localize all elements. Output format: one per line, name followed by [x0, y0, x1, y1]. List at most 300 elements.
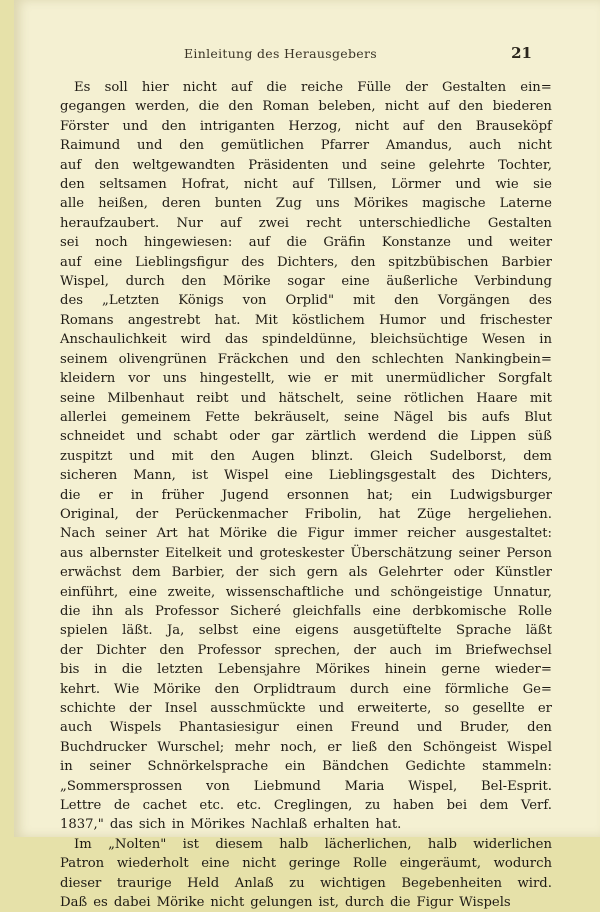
word: Professor	[197, 642, 262, 658]
word: hat.	[214, 312, 241, 328]
word: Gedichte	[405, 759, 466, 775]
word: und	[227, 545, 254, 561]
word: den	[458, 99, 484, 115]
word: seine	[380, 157, 416, 173]
word: mit	[171, 448, 194, 464]
word: dem	[523, 448, 552, 464]
word: ausgestaltet:	[465, 526, 552, 542]
word: Ge=	[522, 681, 552, 697]
word: Lippen	[470, 429, 517, 445]
word: früher	[161, 487, 204, 503]
text-line	[60, 233, 552, 252]
word: ausgetüftelte	[353, 623, 442, 639]
word: einen	[296, 720, 334, 736]
word: Held	[187, 875, 220, 891]
word: auch	[60, 720, 93, 736]
word: rötlichen	[403, 390, 465, 406]
word: Sorgfalt	[497, 371, 552, 387]
word: und	[455, 177, 481, 193]
word: in	[539, 332, 552, 348]
word: auf	[248, 235, 270, 251]
word: die	[60, 603, 81, 619]
word: gerne	[441, 662, 481, 678]
word: magische	[422, 196, 486, 212]
word: und	[354, 584, 380, 600]
word: wichtigen	[320, 875, 386, 891]
word: und	[240, 390, 267, 406]
word: das	[109, 817, 133, 833]
word: Wispel,	[60, 274, 109, 290]
word: sei	[60, 235, 79, 251]
word: derbkomische	[412, 603, 507, 619]
word: und	[467, 235, 493, 251]
word: heißen,	[98, 196, 148, 212]
text-line	[60, 602, 552, 621]
word: Königs	[178, 293, 224, 309]
word: schichte	[60, 701, 116, 716]
word: Mörike	[222, 274, 271, 290]
word: Anschaulichkeit	[60, 332, 167, 348]
text-line	[60, 699, 552, 718]
word: Nankingbein=	[454, 351, 552, 367]
word: auf	[428, 99, 450, 115]
word: den	[179, 138, 205, 154]
word: durch	[349, 681, 390, 697]
word: Überschätzung	[350, 545, 453, 561]
word: gegangen	[60, 99, 126, 115]
word: gelehrte	[428, 157, 485, 173]
word: auch	[469, 138, 502, 154]
word: so	[444, 701, 460, 716]
word: Blut	[524, 409, 552, 425]
word: in	[94, 662, 107, 678]
word: Nägel	[393, 409, 434, 425]
word: Humor	[379, 312, 426, 328]
word: de	[113, 798, 131, 814]
word: reibt	[196, 390, 229, 406]
word: vor	[128, 371, 150, 387]
text-line	[60, 874, 552, 893]
word: er	[537, 701, 552, 716]
word: Förster	[60, 118, 109, 134]
word: wie	[287, 371, 312, 387]
word: es	[93, 895, 108, 911]
word: nicht	[182, 80, 217, 95]
text-line	[60, 777, 552, 796]
word: Gelehrter	[378, 565, 443, 581]
word: und	[136, 429, 162, 445]
word: ist	[182, 836, 199, 852]
word: spindeldünne,	[262, 332, 357, 348]
word: und	[341, 157, 368, 173]
word: des	[60, 293, 84, 309]
word: etc.	[236, 798, 262, 814]
word: den	[94, 157, 120, 173]
word: Künstler	[494, 565, 552, 581]
word: ließ	[351, 739, 378, 755]
word: den	[437, 118, 463, 134]
book-page	[14, 0, 600, 911]
word: die	[198, 99, 220, 115]
word: Anlaß	[234, 875, 274, 891]
text-line	[60, 447, 552, 466]
word: hinein	[384, 662, 427, 678]
word: oder	[453, 565, 485, 581]
word: Mörike	[156, 895, 205, 911]
word: haben	[392, 798, 435, 814]
text-line	[60, 660, 552, 679]
word: Fräckchen	[217, 351, 289, 367]
word: weltgewandten	[132, 157, 235, 173]
word: äußerliche	[386, 274, 458, 290]
text-line	[60, 175, 552, 194]
word: den	[350, 254, 376, 270]
word: Figur	[307, 526, 345, 542]
word: Gräfin	[323, 235, 366, 251]
word: Rolle	[517, 603, 552, 619]
word: kehrt.	[60, 681, 101, 697]
word: schlechten	[371, 351, 444, 367]
word: den	[210, 448, 236, 464]
word: die	[121, 662, 143, 678]
word: Phantasiesigur	[178, 720, 279, 736]
word: Briefwechsel	[465, 642, 552, 658]
word: durch	[125, 274, 165, 290]
word: Amandus,	[385, 138, 453, 154]
text-line	[60, 117, 552, 136]
running-title: Einleitung des Herausgebers	[184, 46, 377, 61]
word: erweiterte,	[357, 701, 432, 716]
word: letzten	[157, 662, 204, 678]
word: Ludwigsburger	[449, 487, 552, 503]
text-line	[60, 330, 552, 349]
word: schabt	[173, 429, 218, 445]
word: auf	[230, 80, 253, 95]
word: Fette	[205, 409, 240, 425]
word: Rolle	[352, 856, 387, 872]
word: reicher	[407, 526, 456, 542]
word: aus	[60, 545, 84, 561]
word: Begebenheiten	[401, 875, 502, 891]
word: noch	[95, 235, 128, 251]
word: ein=	[520, 80, 552, 95]
word: den	[394, 293, 419, 309]
word: Konstanze	[381, 235, 451, 251]
word: auf	[60, 157, 82, 173]
word: Pfarrer	[320, 138, 370, 154]
text-line	[60, 350, 552, 369]
word: Eitelkeit	[165, 545, 222, 561]
word: Wispel,	[408, 778, 458, 794]
word: Nur	[176, 215, 203, 231]
word: Wurschel;	[157, 739, 225, 755]
word: Lebensjahre	[217, 662, 301, 678]
word: deren	[161, 196, 201, 212]
word: hergeliehen.	[467, 506, 552, 522]
word: des	[451, 468, 475, 484]
word: Milbenhaut	[107, 390, 185, 406]
word: wissenschaftliche	[225, 584, 344, 600]
word: blinzt.	[311, 448, 354, 464]
word: dabei	[113, 895, 151, 911]
word: zwei	[258, 215, 289, 231]
word: Jugend	[221, 487, 269, 503]
word: von	[206, 778, 230, 794]
word: wird.	[517, 875, 552, 891]
word: ihn	[91, 603, 114, 619]
word: Art	[156, 526, 178, 542]
word: aufs	[481, 409, 510, 425]
word: Mörike	[219, 526, 268, 542]
word: läßt.	[122, 623, 153, 639]
word: und	[318, 701, 345, 716]
word: bleichsüchtige	[370, 332, 468, 348]
word: selbst	[198, 623, 239, 639]
word: Sudelborst,	[429, 448, 507, 464]
word: spitzbübischen	[388, 254, 489, 270]
word: Raimund	[60, 138, 121, 154]
word: mit	[529, 390, 552, 406]
text-line	[60, 893, 552, 912]
word: eine	[201, 856, 230, 872]
word: Wispel	[507, 739, 552, 755]
word: nicht	[355, 118, 389, 134]
word: mehr	[234, 739, 270, 755]
word: wiederholt	[116, 856, 189, 872]
word: die	[266, 80, 287, 95]
word: Laterne	[499, 196, 552, 212]
word: Lieblingsfigur	[135, 254, 229, 270]
word: Sprache	[455, 623, 512, 639]
text-line	[60, 738, 552, 757]
text-line	[60, 796, 552, 815]
word: der	[353, 642, 377, 658]
word: Brauseköpf	[475, 118, 552, 134]
word: Patron	[60, 856, 105, 872]
word: Freund	[350, 720, 400, 736]
word: Insel	[164, 701, 198, 716]
text-line	[60, 272, 552, 291]
word: oder	[229, 429, 260, 445]
word: gesellte	[472, 701, 525, 716]
word: seinem	[60, 351, 108, 367]
word: Mörikes	[353, 196, 409, 212]
word: Wispel	[223, 468, 269, 484]
word: Mörikes	[315, 662, 370, 678]
word: der	[128, 701, 152, 716]
word: ein	[411, 487, 432, 503]
word: beleben,	[318, 99, 376, 115]
word: gemeinem	[121, 409, 191, 425]
word: spielen	[60, 623, 108, 639]
word: und	[137, 138, 163, 154]
word: frischester	[479, 312, 552, 328]
word: die	[286, 235, 307, 251]
word: schöngeistige	[390, 584, 483, 600]
word: hingestellt,	[199, 371, 275, 387]
word: eingeräumt,	[399, 856, 482, 872]
word: Nachlaß	[251, 817, 308, 833]
word: dem	[479, 798, 509, 814]
word: „Letzten	[102, 293, 160, 309]
word: den	[181, 274, 207, 290]
word: den	[336, 351, 361, 367]
word: sich	[269, 565, 296, 581]
word: Bändchen	[322, 759, 389, 775]
word: bis	[60, 662, 80, 678]
word: bis	[447, 409, 468, 425]
word: ein	[284, 759, 306, 775]
text-line	[60, 97, 552, 116]
word: in	[171, 817, 185, 833]
text-line	[60, 641, 552, 660]
word: er	[327, 739, 342, 755]
word: Gestalten	[442, 80, 507, 95]
word: Orplidtraum	[253, 681, 337, 697]
word: süß	[527, 429, 552, 445]
word: eine	[284, 468, 313, 484]
word: heraufzaubert.	[60, 215, 160, 231]
word: Herzog,	[288, 118, 342, 134]
text-line	[60, 524, 552, 543]
word: im	[435, 642, 452, 658]
word: der	[60, 642, 83, 658]
text-line	[60, 621, 552, 640]
word: Nach	[60, 526, 96, 542]
word: wieder=	[495, 662, 552, 678]
word: seltsamen	[99, 177, 167, 193]
word: der	[135, 506, 159, 522]
word: bunten	[214, 196, 262, 212]
word: Gestalten	[487, 215, 552, 231]
word: Wesen	[481, 332, 526, 348]
word: Lettre	[60, 798, 102, 814]
word: wird	[180, 332, 211, 348]
word: ersonnen	[286, 487, 349, 503]
word: Figur	[416, 895, 454, 911]
word: Wispels	[109, 720, 162, 736]
word: eine	[402, 681, 432, 697]
word: hier	[141, 80, 169, 95]
word: angestrebt	[127, 312, 201, 328]
word: lächerlichen,	[324, 836, 412, 852]
word: gern	[306, 565, 338, 581]
word: seine	[343, 409, 380, 425]
word: Zug	[275, 196, 302, 212]
word: Barbier	[501, 254, 552, 270]
word: in	[130, 487, 144, 503]
word: Mit	[254, 312, 278, 328]
word: nicht	[242, 856, 277, 872]
word: diesem	[215, 836, 263, 852]
word: Professor	[154, 603, 219, 619]
word: erwächst	[60, 565, 122, 581]
word: soll	[104, 80, 128, 95]
word: in	[60, 759, 73, 775]
text-line	[60, 757, 552, 776]
word: ausschmückte	[210, 701, 306, 716]
word: eine	[372, 603, 401, 619]
word: sogar	[287, 274, 325, 290]
text-line	[60, 583, 552, 602]
word: „Sommersprossen	[60, 778, 183, 794]
word: seiner	[89, 759, 131, 775]
text-line	[60, 466, 552, 485]
text-line	[60, 408, 552, 427]
word: hat;	[367, 487, 394, 503]
text-line	[60, 427, 552, 446]
text-line	[60, 311, 552, 330]
word: als	[348, 565, 368, 581]
word: durch	[344, 895, 385, 911]
word: Person	[506, 545, 552, 561]
text-line	[60, 680, 552, 699]
word: Lieblingsgestalt	[328, 468, 436, 484]
word: hingewiesen:	[144, 235, 233, 251]
word: auf	[220, 215, 242, 231]
word: die	[277, 526, 298, 542]
word: zweite,	[167, 584, 216, 600]
body-text	[60, 78, 552, 912]
word: läßt	[525, 623, 552, 639]
page-header	[14, 44, 600, 66]
word: schneidet	[60, 429, 125, 445]
word: ist	[191, 468, 208, 484]
word: Sicheré	[230, 603, 282, 619]
word: Im	[74, 836, 92, 852]
word: widerlichen	[473, 836, 552, 852]
word: des	[528, 293, 552, 309]
word: den	[387, 739, 413, 755]
word: stammeln:	[482, 759, 552, 775]
word: den	[228, 99, 254, 115]
word: als	[124, 603, 144, 619]
word: Tillsen,	[327, 177, 377, 193]
word: auf	[402, 118, 424, 134]
word: und	[416, 720, 443, 736]
word: Gleich	[370, 448, 413, 464]
word: zu	[364, 798, 381, 814]
word: traurige	[116, 875, 172, 891]
word: und	[122, 118, 148, 134]
word: Dichters,	[490, 468, 552, 484]
word: zuspitzt	[60, 448, 113, 464]
word: erhalten	[313, 817, 370, 833]
word: gleichfalls	[292, 603, 362, 619]
word: dieser	[60, 875, 102, 891]
word: Verbindung	[474, 274, 552, 290]
word: Unnatur,	[493, 584, 552, 600]
word: Dichters,	[277, 254, 339, 270]
word: seiner	[458, 545, 501, 561]
text-line	[60, 78, 552, 97]
word: Creglingen,	[273, 798, 353, 814]
word: hat	[378, 506, 401, 522]
text-line	[60, 563, 552, 582]
word: biederen	[492, 99, 552, 115]
word: hat.	[375, 817, 402, 833]
word: ist,	[318, 895, 339, 911]
text-line	[60, 718, 552, 737]
word: cachet	[142, 798, 187, 814]
word: Mörikes	[190, 817, 246, 833]
word: Vorgängen	[437, 293, 510, 309]
word: eine	[94, 254, 123, 270]
word: intriganten	[199, 118, 275, 134]
word: der	[235, 565, 259, 581]
text-line	[60, 291, 552, 310]
word: alle	[60, 196, 85, 212]
